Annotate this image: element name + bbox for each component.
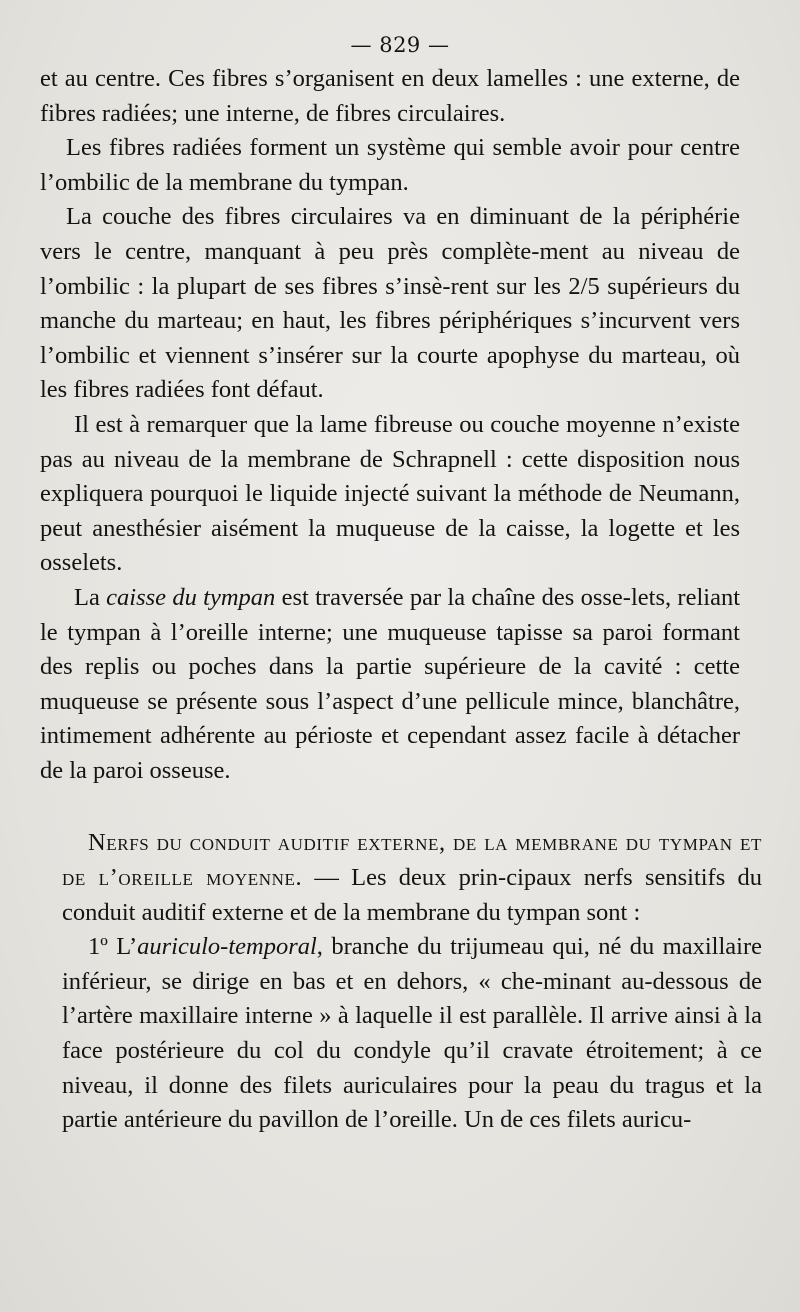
paragraph-5-lead: La — [74, 583, 107, 611]
paragraph-5-rest: est traversée par la chaîne des osse-lets, reliant le tympan à l’oreille interne; une muqueuse tapisse sa paroi formant des replis ou poches dans la partie supérieure de la cavité : cette muqueuse se présente sous l’aspect d’une pellicule mince, blanchâtre, intimement adhérente au périoste et cependant assez facile à détacher de la paroi osseuse. — [40, 583, 740, 784]
nerve-item-lead: L’ — [116, 933, 138, 961]
paragraph-4: Il est à remarquer que la lame fibreuse ou couche moyenne n’existe pas au niveau de la membrane de Schrapnell : cette disposition nous expliquera pourquoi le liquide injecté suivant la méthode de Neumann, peut anesthésier aisément la muqueuse de la caisse, la logette et les osselets. — [40, 410, 740, 577]
paragraph-3: La couche des fibres circulaires va en diminuant de la périphérie vers le centre, manquant à peu près complète-ment au niveau de l’ombilic : la plupart de ses fibres s’insè-rent sur les 2/5 supérieurs du manche du marteau; en haut, les fibres périphériques s’incurvent vers l’ombilic et viennent s’insérer sur la courte apophyse du marteau, où les fibres radiées font défaut. — [40, 203, 740, 404]
paragraph-2: Les fibres radiées forment un système qui semble avoir pour centre l’ombilic de la membrane du tympan. — [40, 134, 740, 196]
section-heading-paragraph — [62, 826, 762, 930]
nerve-item-rest: , branche du trijumeau qui, né du maxillaire inférieur, se dirige en bas et en dehors, « che-minant au-dessous de l’artère maxillaire interne » à laquelle il est parallèle. Il arrive ainsi à la face postérieure du col du condyle qu’il cravate étroitement; à ce niveau, il donne des filets auriculaires pour la peau du tragus et la partie antérieure du pavillon de l’oreille. Un de ces filets auricu- — [62, 933, 762, 1134]
paragraph-5 — [40, 581, 740, 789]
nerves-section — [40, 826, 762, 1137]
section-heading: Nerfs du conduit auditif externe, de la membrane du tympan et de l’oreille moyenne. — [62, 829, 762, 892]
paragraph-5-italic: caisse du tympan — [106, 583, 276, 611]
nerve-item-italic: auriculo-temporal — [137, 933, 317, 961]
body-text — [40, 62, 740, 788]
section-heading-tail: — Les deux prin-cipaux nerfs sensitifs du conduit auditif externe et de la membrane du tympan sont : — [62, 864, 762, 926]
paragraph-1: et au centre. Ces fibres s’organisent en deux lamelles : une externe, de fibres radiées; une interne, de fibres circulaires. — [40, 65, 740, 127]
page-number: — 829 — — [350, 33, 450, 57]
nerve-item-1 — [62, 930, 762, 1138]
nerve-item-number: 1º — [88, 933, 117, 961]
